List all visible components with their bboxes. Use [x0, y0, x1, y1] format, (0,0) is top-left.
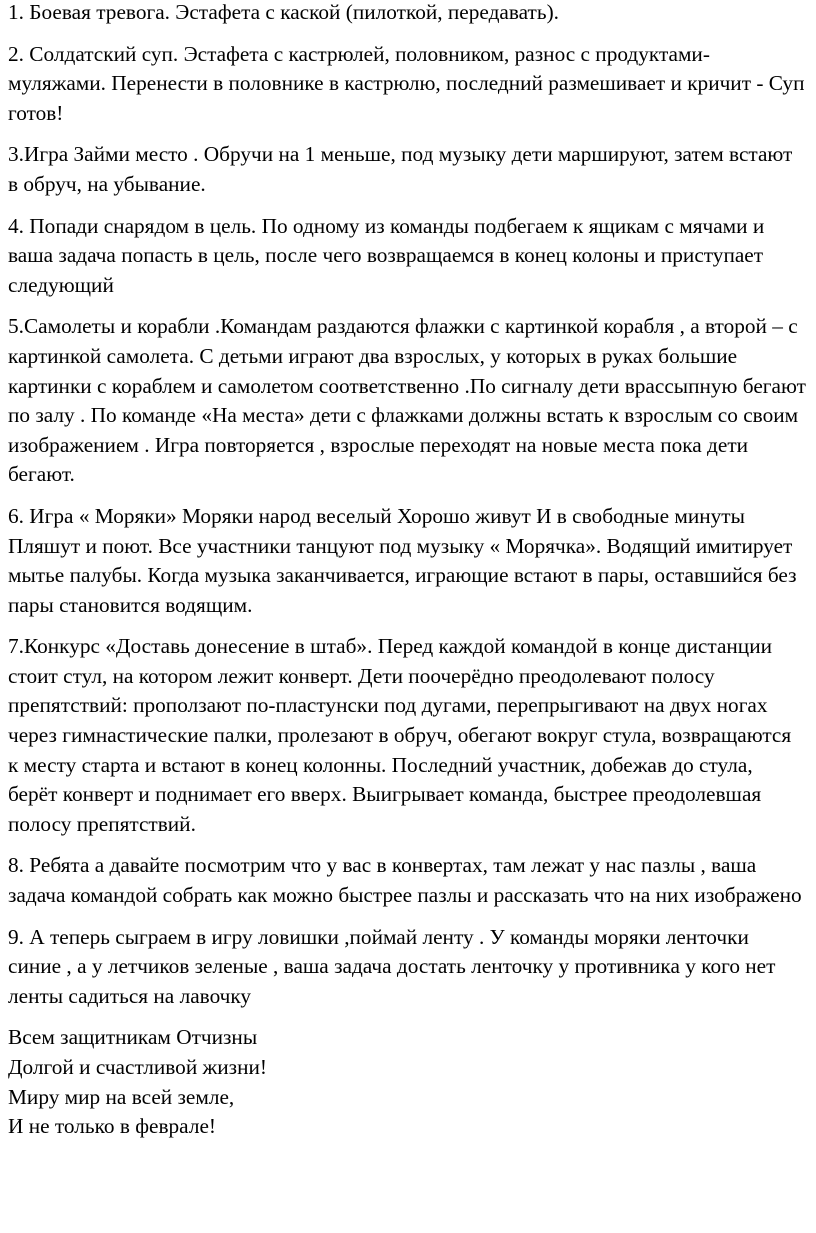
poem-line-3: Миру мир на всей земле,	[8, 1084, 235, 1109]
paragraph-item-7: 7.Конкурс «Доставь донесение в штаб». Перед каждой командой в конце дистанции стоит стул, на котором лежит конверт. Дети поочерёдно преодолевают полосу препятствий: проползают по-пластунски под дугами, перепрыгивают на двух ногах через гимнастические палки, пролезают в обруч, обегают вокруг стула, возвращаются к месту старта и встают в конец колонны. Последний участник, добежав до стула, берёт конверт и поднимает его вверх. Выигрывает команда, быстрее преодолевшая полосу препятствий.	[8, 634, 792, 836]
paragraph-item-6: 6. Игра « Моряки» Моряки народ веселый Хорошо живут И в свободные минуты Пляшут и поют. Все участники танцуют под музыку « Морячка». Водящий имитирует мытье палубы. Когда музыка заканчивается, играющие встают в пары, оставшийся без пары становится водящим.	[8, 503, 797, 617]
paragraph-item-9: 9. А теперь сыграем в игру ловишки ,поймай ленту . У команды моряки ленточки синие , а у летчиков зеленые , ваша задача достать ленточку у противника у кого нет ленты садиться на лавочку	[8, 924, 776, 1008]
paragraph-item-3: 3.Игра Займи место . Обручи на 1 меньше, под музыку дети маршируют, затем встают в обруч, на убывание.	[8, 142, 793, 196]
closing-poem	[8, 1023, 806, 1141]
poem-line-2: Долгой и счастливой жизни!	[8, 1055, 267, 1079]
poem-line-4: И не только в феврале!	[8, 1114, 216, 1139]
paragraph-item-4: 4. Попади снарядом в цель. По одному из команды подбегаем к ящикам с мячами и ваша задача попасть в цель, после чего возвращаемся в конец колоны и приступает следующий	[8, 213, 765, 297]
paragraph-item-8: 8. Ребята а давайте посмотрим что у вас в конвертах, там лежат у нас пазлы , ваша задача командой собрать как можно быстрее пазлы и рассказать что на них изображено	[8, 853, 802, 908]
paragraph-item-5: 5.Самолеты и корабли .Командам раздаются флажки с картинкой корабля , а второй – с картинкой самолета. С детьми играют два взрослых, у которых в руках большие картинки с кораблем и самолетом соответственно .По сигналу дети врассыпную бегают по залу . По команде «На места» дети с флажками должны встать к взрослым со своим изображением . Игра повторяется , взрослые переходят на новые места пока дети бегают.	[8, 314, 806, 487]
poem-line-1: Всем защитникам Отчизны	[8, 1025, 258, 1050]
paragraph-item-1: 1. Боевая тревога. Эстафета с каской (пилоткой, передавать).	[8, 0, 559, 24]
paragraph-item-2: 2. Солдатский суп. Эстафета с кастрюлей, половником, разнос с продуктами-муляжами. Перенести в половнике в кастрюлю, последний размешивает и кричит - Суп готов!	[8, 41, 805, 125]
